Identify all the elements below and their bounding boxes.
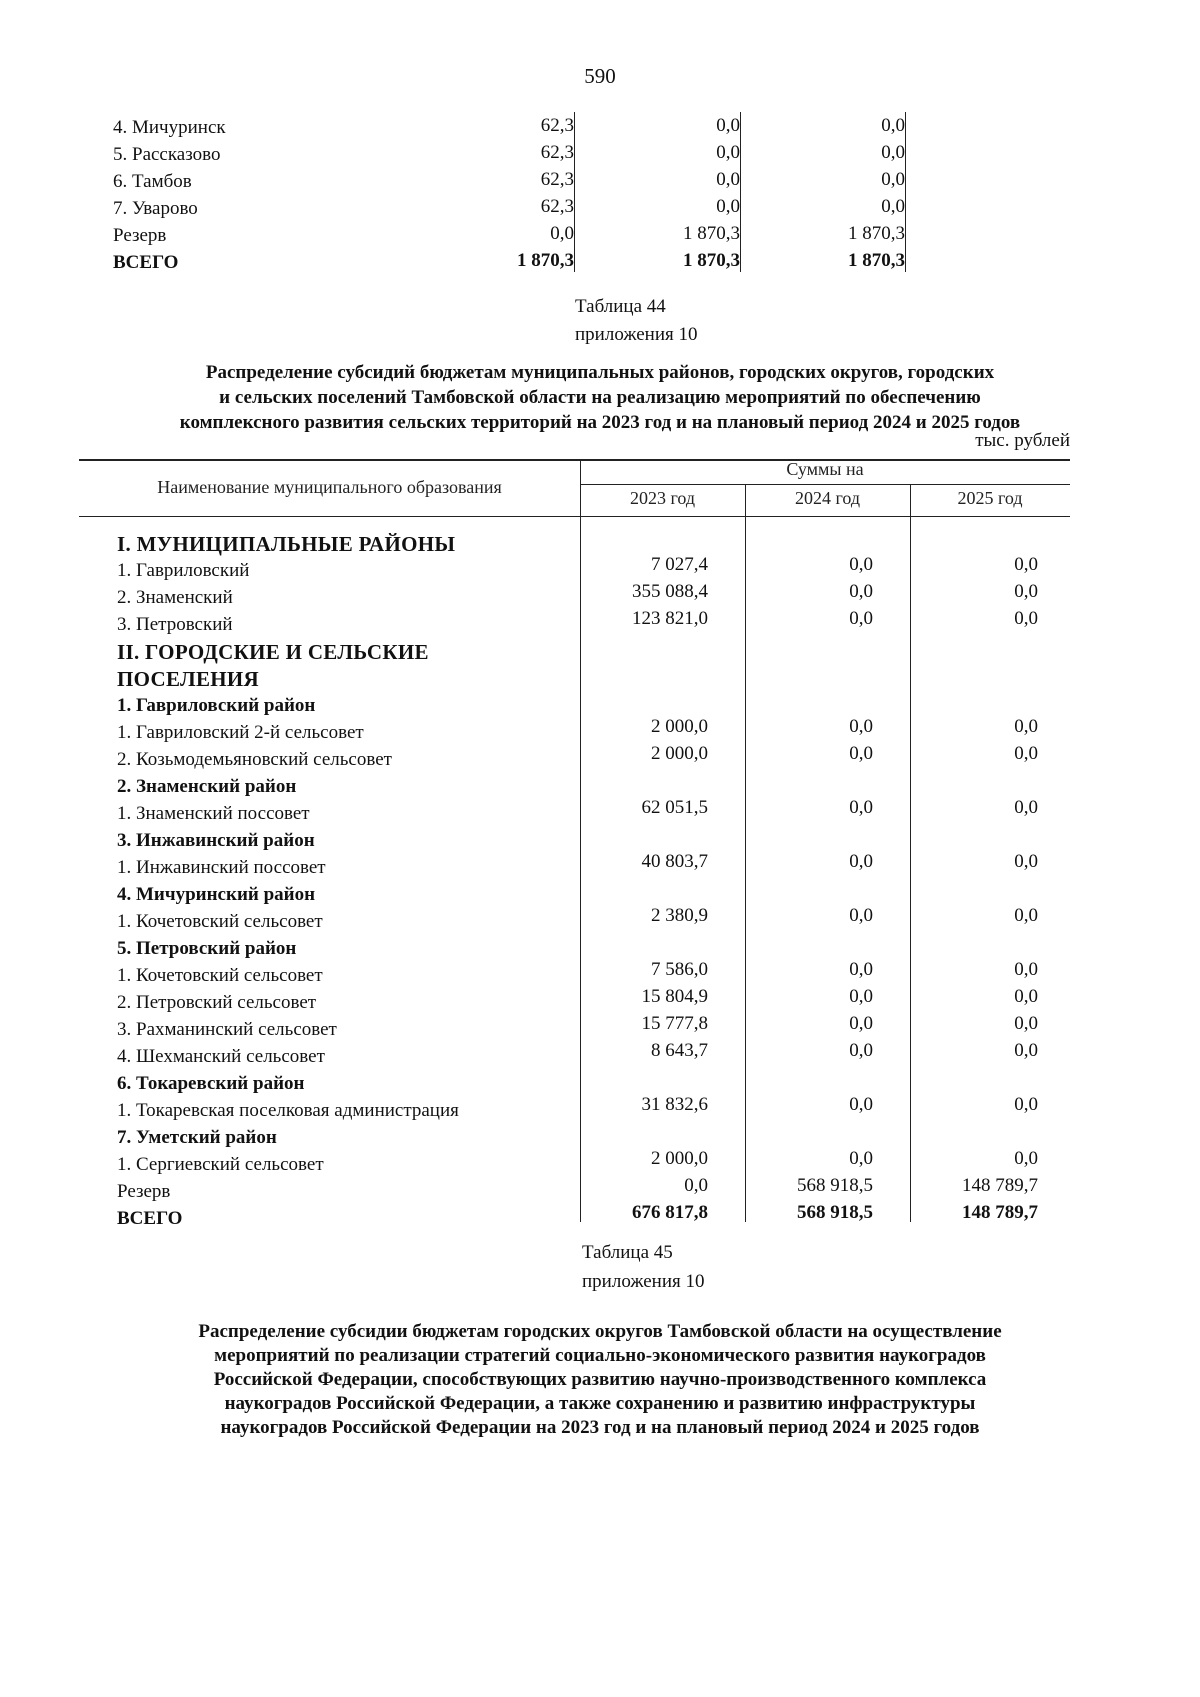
row-name: 2. Знаменский: [117, 587, 233, 608]
value-2025: 0,0: [1014, 581, 1038, 602]
value-2023: 62,3: [540, 196, 574, 217]
row-name: 1. Знаменский поссовет: [117, 803, 310, 824]
row-name: 3. Рахманинский сельсовет: [117, 1019, 337, 1040]
value-2024: 0,0: [849, 797, 873, 818]
row-name: 6. Токаревский район: [117, 1073, 305, 1094]
table-row: [0, 905, 1200, 936]
value-2023: 62 051,5: [641, 797, 708, 818]
value-2023: 2 000,0: [651, 1148, 708, 1169]
value-2025: 1 870,3: [848, 223, 905, 244]
value-2023: 2 380,9: [651, 905, 708, 926]
value-2024: 1 870,3: [683, 223, 740, 244]
row-name: ПОСЕЛЕНИЯ: [117, 667, 260, 691]
row-name: 1. Токаревская поселковая администрация: [117, 1100, 459, 1121]
table-row: [0, 1040, 1200, 1071]
value-2024: 0,0: [716, 142, 740, 163]
value-2025: 0,0: [881, 169, 905, 190]
value-2025: 0,0: [1014, 1148, 1038, 1169]
value-2025: 0,0: [1014, 986, 1038, 1007]
table44-title: [0, 360, 1200, 435]
header-bottom-rule: [79, 516, 1070, 517]
table-row: [0, 608, 1200, 639]
value-2024: 0,0: [849, 743, 873, 764]
value-2023: 123 821,0: [632, 608, 708, 629]
row-name: 2. Козьмодемьяновский сельсовет: [117, 749, 392, 770]
value-2025: 0,0: [1014, 1040, 1038, 1061]
value-2024: 0,0: [849, 851, 873, 872]
table-row: [0, 797, 1200, 828]
row-name: 7. Уметский район: [117, 1127, 277, 1148]
table45-title: [0, 1320, 1200, 1440]
table-row: [0, 193, 1200, 221]
row-name: 3. Инжавинский район: [117, 830, 315, 851]
value-2025: 1 870,3: [848, 250, 905, 271]
row-name: ВСЕГО: [113, 252, 179, 273]
value-2025: 148 789,7: [962, 1202, 1038, 1223]
row-name: 7. Уварово: [113, 198, 198, 219]
value-2024: 568 918,5: [797, 1202, 873, 1223]
title-line: комплексного развития сельских территорий на 2023 год и на плановый период 2024 и 2025 годов: [179, 412, 1021, 433]
row-name: 5. Рассказово: [113, 144, 221, 165]
table-row: [0, 1094, 1200, 1125]
table44-caption: Таблица 44: [575, 296, 666, 317]
value-2025: 0,0: [1014, 743, 1038, 764]
row-name: II. ГОРОДСКИЕ И СЕЛЬСКИЕ: [117, 640, 429, 664]
row-name: 1. Гавриловский 2-й сельсовет: [117, 722, 364, 743]
value-2023: 676 817,8: [632, 1202, 708, 1223]
value-2024: 1 870,3: [683, 250, 740, 271]
value-2023: 2 000,0: [651, 743, 708, 764]
value-2025: 0,0: [1014, 905, 1038, 926]
value-2024: 0,0: [849, 581, 873, 602]
table45-caption: Таблица 45: [582, 1242, 673, 1263]
row-name: Резерв: [117, 1181, 171, 1202]
row-name: 6. Тамбов: [113, 171, 192, 192]
title-line: Распределение субсидии бюджетам городских округов Тамбовской области на осуществление: [198, 1321, 1002, 1342]
value-2025: 0,0: [1014, 1094, 1038, 1115]
value-2024: 0,0: [849, 1094, 873, 1115]
value-2023: 7 586,0: [651, 959, 708, 980]
value-2023: 15 804,9: [641, 986, 708, 1007]
value-2025: 0,0: [881, 142, 905, 163]
title-line: мероприятий по реализации стратегий социально-экономического развития наукоградов: [214, 1345, 986, 1366]
row-name: I. МУНИЦИПАЛЬНЫЕ РАЙОНЫ: [117, 532, 456, 556]
table44-appendix: приложения 10: [575, 324, 698, 345]
section-row: [0, 638, 1200, 666]
value-2024: 0,0: [716, 115, 740, 136]
row-name: 1. Сергиевский сельсовет: [117, 1154, 324, 1175]
value-2025: 0,0: [1014, 1013, 1038, 1034]
value-2025: 148 789,7: [962, 1175, 1038, 1196]
value-2023: 0,0: [684, 1175, 708, 1196]
value-2024: 0,0: [849, 959, 873, 980]
value-2024: 0,0: [849, 1148, 873, 1169]
value-2024: 0,0: [849, 905, 873, 926]
value-2024: 0,0: [849, 986, 873, 1007]
title-line: наукоградов Российской Федерации на 2023 год и на плановый период 2024 и 2025 годов: [220, 1417, 980, 1438]
unit-label: тыс. рублей: [975, 430, 1070, 451]
table-row: [0, 166, 1200, 194]
value-2025: 0,0: [881, 115, 905, 136]
table-row: [0, 220, 1200, 248]
row-name: 1. Кочетовский сельсовет: [117, 965, 323, 986]
row-name: 1. Гавриловский район: [117, 695, 316, 716]
value-2024: 0,0: [849, 608, 873, 629]
table45-appendix: приложения 10: [582, 1271, 705, 1292]
table-row: [0, 247, 1200, 275]
value-2025: 0,0: [1014, 716, 1038, 737]
value-2025: 0,0: [1014, 797, 1038, 818]
value-2024: 0,0: [849, 1013, 873, 1034]
title-line: Российской Федерации, способствующих развитию научно-производственного комплекса: [213, 1369, 987, 1390]
header-sub-rule: [580, 484, 1070, 485]
value-2024: 0,0: [716, 196, 740, 217]
row-name: ВСЕГО: [117, 1208, 183, 1229]
value-2023: 15 777,8: [641, 1013, 708, 1034]
value-2023: 1 870,3: [517, 250, 574, 271]
value-2024: 0,0: [849, 1040, 873, 1061]
row-name: 2. Петровский сельсовет: [117, 992, 317, 1013]
row-name: 3. Петровский: [117, 614, 233, 635]
row-name: 2. Знаменский район: [117, 776, 297, 797]
row-name: 4. Мичуринск: [113, 117, 226, 138]
row-name: 4. Шехманский сельсовет: [117, 1046, 325, 1067]
row-name: 1. Кочетовский сельсовет: [117, 911, 323, 932]
value-2023: 62,3: [540, 142, 574, 163]
row-name: 4. Мичуринский район: [117, 884, 316, 905]
title-line: и сельских поселений Тамбовской области на реализацию мероприятий по обеспечению: [219, 387, 981, 408]
section-row: [0, 665, 1200, 693]
value-2024: 0,0: [849, 716, 873, 737]
value-2025: 0,0: [1014, 959, 1038, 980]
table-row: [0, 743, 1200, 774]
value-2024: 0,0: [716, 169, 740, 190]
header-2024: 2024 год: [794, 488, 861, 508]
value-2023: 7 027,4: [651, 554, 708, 575]
value-2023: 355 088,4: [632, 581, 708, 602]
value-2024: 568 918,5: [797, 1175, 873, 1196]
row-name: 1. Инжавинский поссовет: [117, 857, 326, 878]
header-sums-on: Суммы на: [786, 459, 864, 479]
value-2023: 62,3: [540, 115, 574, 136]
row-name: 5. Петровский район: [117, 938, 297, 959]
header-2023: 2023 год: [629, 488, 696, 508]
value-2023: 8 643,7: [651, 1040, 708, 1061]
table-row: [0, 139, 1200, 167]
table-row: [0, 851, 1200, 882]
total-row: [0, 1202, 1200, 1233]
row-name: Резерв: [113, 225, 167, 246]
value-2025: 0,0: [881, 196, 905, 217]
page-number: 590: [584, 64, 616, 88]
table-row: [0, 112, 1200, 140]
value-2025: 0,0: [1014, 851, 1038, 872]
value-2025: 0,0: [1014, 554, 1038, 575]
header-name-column: Наименование муниципального образования: [157, 477, 502, 497]
value-2023: 62,3: [540, 169, 574, 190]
value-2025: 0,0: [1014, 608, 1038, 629]
title-line: Распределение субсидий бюджетам муниципальных районов, городских округов, городских: [205, 362, 995, 383]
row-name: 1. Гавриловский: [117, 560, 250, 581]
value-2023: 31 832,6: [641, 1094, 708, 1115]
title-line: наукоградов Российской Федерации, а также сохранению и развитию инфраструктуры: [224, 1393, 976, 1414]
value-2023: 40 803,7: [641, 851, 708, 872]
header-2025: 2025 год: [957, 488, 1023, 508]
value-2023: 0,0: [550, 223, 574, 244]
value-2023: 2 000,0: [651, 716, 708, 737]
value-2024: 0,0: [849, 554, 873, 575]
